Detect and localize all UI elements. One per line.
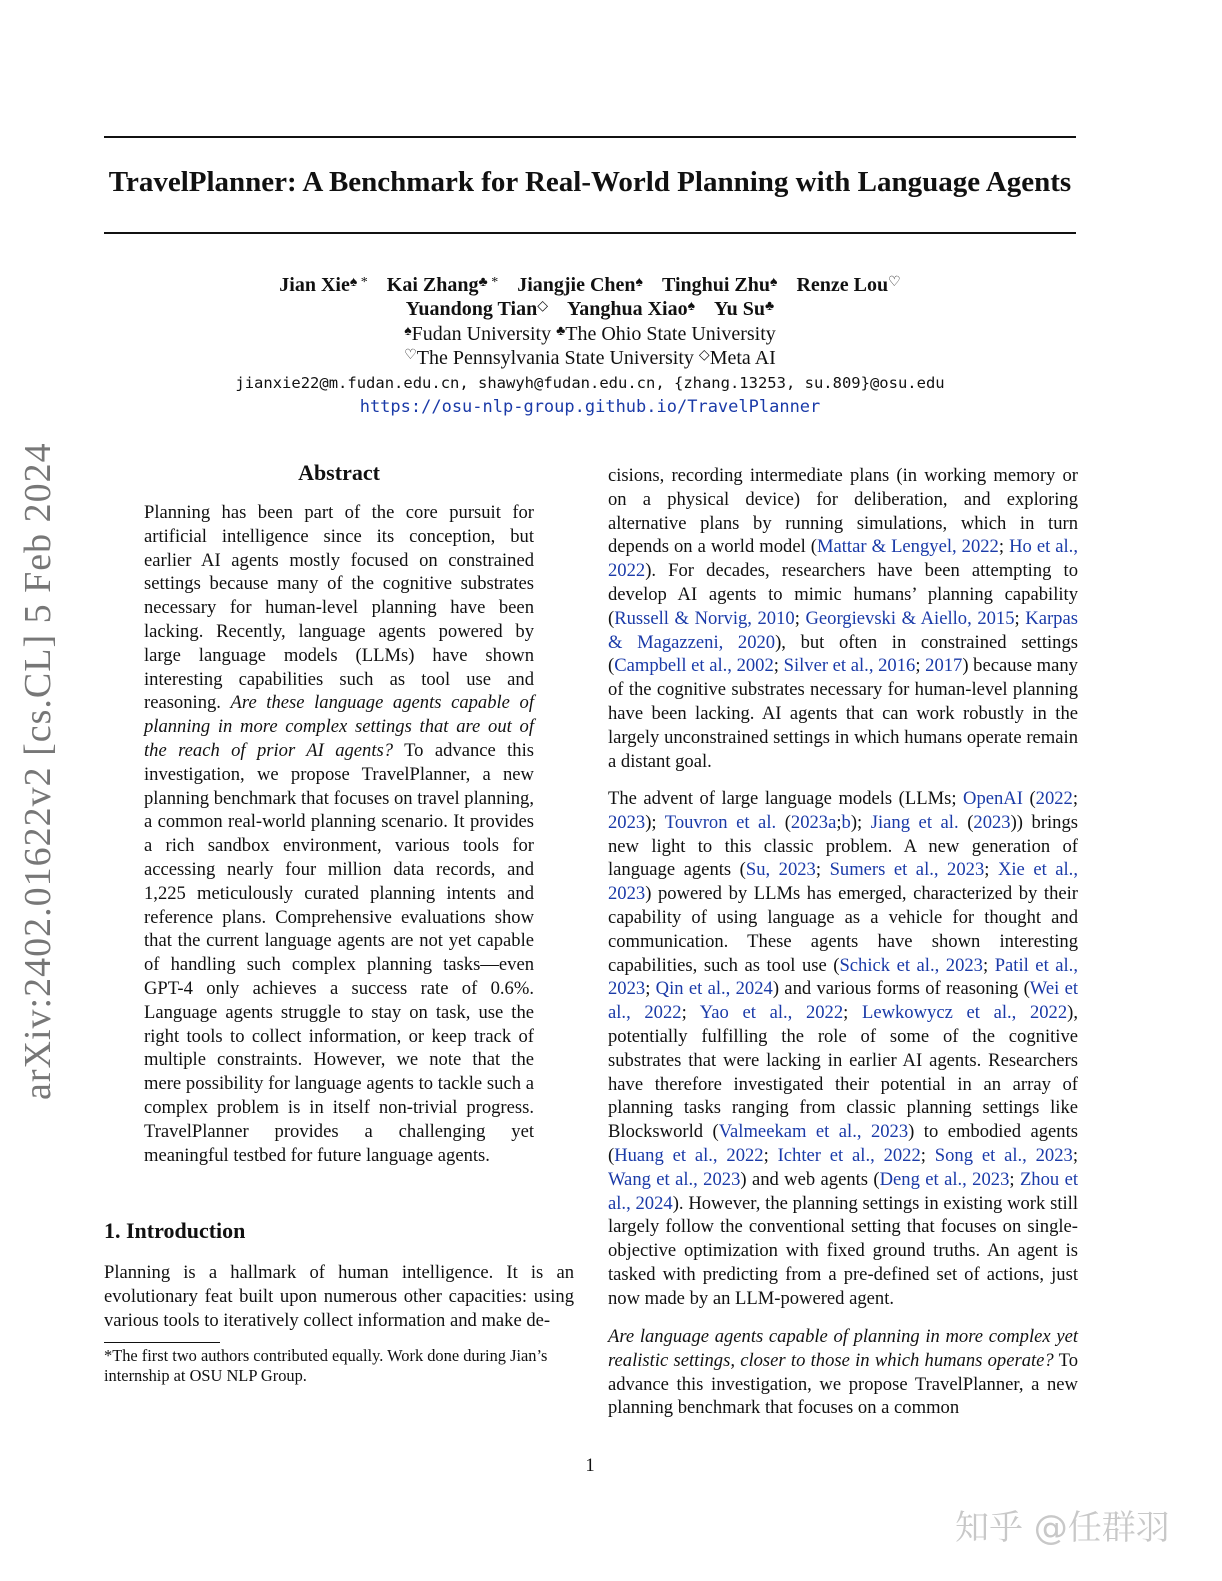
paragraph-text: ; [815, 859, 830, 881]
paragraph-text: ; [763, 1144, 778, 1166]
project-url-link[interactable]: https://osu-nlp-group.github.io/TravelPlanner [359, 397, 821, 417]
title-rule-top [104, 136, 1076, 138]
citation-link[interactable]: 2022 [1035, 788, 1073, 809]
citation-link[interactable]: Huang et al., 2022 [614, 1144, 764, 1166]
author-line-2 [100, 298, 1080, 321]
paragraph-text: )) brings new light to this classic problem. A new generation of language agents ( [608, 811, 1079, 881]
citation-link[interactable]: Sumers et al., 2023 [829, 859, 985, 881]
author-name: Tinghui Zhu♠ [661, 274, 778, 296]
paragraph-text: ); [850, 811, 871, 833]
paragraph-text: ), potentially fulfilling the role of some of the cognitive substrates that were lacking in earlier AI agents. Researchers have therefore investigated their potential in an array of planning tasks ranging from classic planning settings like Blocksworld ( [608, 1002, 1078, 1143]
paragraph-text: ; [915, 655, 926, 677]
author-name: Jiangjie Chen♠ [517, 274, 643, 296]
paragraph-text: ; [773, 655, 784, 677]
paragraph-text: The advent of large language models (LLMs; [608, 788, 964, 809]
citation-link[interactable]: Campbell et al., 2002 [614, 655, 774, 677]
citation-link[interactable]: Touvron et al. [664, 811, 777, 833]
citation-link[interactable]: Karpas & Magazzeni, 2020 [608, 607, 1078, 653]
paragraph-text: ) and web agents ( [740, 1168, 880, 1190]
citation-link[interactable]: Qin et al., 2024 [655, 978, 773, 1000]
author-name: Yanghua Xiao♠ [566, 298, 696, 320]
citation-link[interactable]: Zhou et al., 2024 [608, 1168, 1078, 1214]
paragraph-text: ) powered by LLMs has emerged, characterized by their capability of using language as a vehicle for thought and communication. These agents have shown interesting capabilities, such as tool use ( [608, 883, 1078, 976]
citation-link[interactable]: 2023 [608, 811, 646, 833]
citation-link[interactable]: Lewkowycz et al., 2022 [861, 1002, 1068, 1024]
paragraph-text: ; [982, 954, 995, 976]
author-emails: jianxie22@m.fudan.edu.cn, shawyh@fudan.edu.cn, {zhang.13253, su.809}@osu.edu [235, 374, 945, 392]
paragraph-text: ( [1022, 788, 1036, 809]
paragraph-text: ; [984, 859, 998, 881]
paragraph-text: ), but often in constrained settings ( [608, 631, 1079, 677]
paragraph-text: ; [645, 978, 656, 1000]
citation-link[interactable]: Wang et al., 2023 [608, 1168, 741, 1190]
paragraph-text: ). For decades, researchers have been attempting to develop AI agents to mimic humans’ planning capability ( [608, 560, 1078, 629]
citation-link[interactable]: Russell & Norvig, 2010 [614, 607, 795, 629]
paragraph-text: ; [1072, 788, 1078, 809]
paragraph-text: ; [998, 536, 1010, 558]
citation-link[interactable]: Song et al., 2023 [934, 1144, 1073, 1166]
paragraph-text: ; [1009, 1168, 1020, 1190]
citation-link[interactable]: 2023a [790, 811, 837, 833]
author-name: Yuandong Tian◇ [405, 298, 548, 320]
paragraph-text: ; [836, 811, 842, 833]
paragraph-text: ; [794, 607, 806, 629]
citation-link[interactable]: Yao et al., 2022 [699, 1002, 844, 1024]
affiliation-line-1: ♠Fudan University ♣The Ohio State University [404, 323, 776, 345]
author-name: Jian Xie♠ * [279, 274, 368, 296]
paragraph-text: cisions, recording intermediate plans (in working memory or on a physical device) for deliberation, and exploring alternative plans by running simulations, which in turn depends on a world model ( [608, 465, 1078, 558]
author-name: Renze Lou♡ [796, 274, 901, 296]
paragraph-text: ) and various forms of reasoning ( [772, 978, 1030, 1000]
footnote-rule [104, 1342, 220, 1343]
abstract-body: Planning has been part of the core pursuit for artificial intelligence since its conception, but earlier AI agents mostly focused on constrained settings because many of the cognitive substrates necessary for human-level planning have been lacking. Recently, language agents powered by large language models (LLMs) have shown interesting capabilities such as tool use and reasoning. Are these language agents capable of planning in more complex settings that are out of the reach of prior AI agents? To advance this investigation, we propose TravelPlanner, a new planning benchmark that focuses on travel planning, a common real-world planning scenario. It provides a rich sandbox environment, various tools for accessing nearly four million data records, and 1,225 meticulously curated planning intents and reference plans. Comprehensive evaluations show that the current language agents are not yet capable of handling such complex planning tasks—even GPT-4 only achieves a success rate of 0.6%. Language agents struggle to stay on task, use the right tools to collect information, or keep track of multiple constraints. However, we note that the mere possibility for language agents to tackle such a complex problem is in itself non-trivial progress. TravelPlanner provides a challenging yet meaningful testbed for future language agents. [144, 502, 535, 1166]
paragraph-text: ) because many of the cognitive substrates necessary for human-level planning have been lacking. AI agents that can work robustly in the largely unconstrained settings in which humans operate remain a distant goal. [608, 655, 1078, 772]
right-column-paragraph-3: Are language agents capable of planning in more complex yet realistic settings, closer to those in which humans operate? To advance this investigation, we propose TravelPlanner, a new planning benchmark that focuses on a common [608, 1326, 1079, 1419]
affiliation-line-2: ♡The Pennsylvania State University ◇Meta AI [404, 347, 776, 369]
citation-link[interactable]: Valmeekam et al., 2023 [718, 1121, 909, 1143]
paragraph-text: ( [776, 811, 791, 833]
right-column-paragraph-1 [608, 464, 1078, 773]
citation-link[interactable]: Wei et al., 2022 [608, 978, 1078, 1024]
citation-link[interactable]: OpenAI [963, 788, 1023, 809]
paragraph-text: ( [958, 811, 974, 833]
citation-link[interactable]: b [841, 811, 851, 833]
citation-link[interactable]: Georgievski & Aiello, 2015 [805, 607, 1015, 629]
paragraph-text: ; [681, 1002, 700, 1024]
paragraph-text: ). However, the planning settings in existing work still largely follow the conventional setting that focuses on single-objective optimization with fixed ground truths. An agent is tasked with predicting from a pre-defined set of actions, just now made by an LLM-powered agent. [608, 1192, 1078, 1309]
citation-link[interactable]: Ichter et al., 2022 [777, 1144, 921, 1166]
page-number: 1 [585, 1455, 595, 1476]
watermark: 知乎 @任群羽 [955, 1508, 1170, 1548]
paragraph-text: ); [645, 811, 665, 833]
citation-link[interactable]: Xie et al., 2023 [608, 859, 1078, 905]
citation-link[interactable]: Deng et al., 2023 [879, 1168, 1010, 1190]
citation-link[interactable]: Patil et al., 2023 [608, 954, 1078, 1000]
citation-link[interactable]: 2017 [925, 655, 963, 677]
arxiv-identifier: arXiv:2402.01622v2 [cs.CL] 5 Feb 2024 [17, 442, 59, 1100]
paragraph-text: ; [1014, 607, 1026, 629]
section-heading-introduction: 1. Introduction [104, 1218, 246, 1243]
paragraph-text: ) to embodied agents ( [608, 1121, 1078, 1166]
paragraph-text: ; [1072, 1144, 1078, 1166]
title-rule-bottom [104, 232, 1076, 234]
right-column-paragraph-2 [608, 787, 1078, 1311]
paragraph-text: ; [843, 1002, 862, 1024]
paragraph-text: ; [920, 1144, 935, 1166]
paper-title: TravelPlanner: A Benchmark for Real-World Planning with Language Agents [108, 166, 1072, 198]
citation-link[interactable]: Schick et al., 2023 [839, 954, 983, 976]
abstract-heading: Abstract [298, 460, 380, 485]
author-name: Kai Zhang♣ * [386, 274, 499, 296]
citation-link[interactable]: Jiang et al. [870, 811, 959, 833]
citation-link[interactable]: 2023 [973, 811, 1011, 833]
citation-link[interactable]: Silver et al., 2016 [783, 655, 916, 677]
citation-link[interactable]: Mattar & Lengyel, 2022 [816, 536, 999, 558]
citation-link[interactable]: Su, 2023 [745, 859, 816, 881]
intro-paragraph: Planning is a hallmark of human intelligence. It is an evolutionary feat built upon numerous other capacities: using various tools to iteratively collect information and make de- [104, 1262, 574, 1331]
author-line-1 [100, 274, 1080, 297]
author-name: Yu Su♣ [714, 298, 775, 320]
citation-link[interactable]: Ho et al., 2022 [608, 536, 1078, 582]
footnote: *The first two authors contributed equally. Work done during Jian’s internship at OSU NLP Group. [104, 1346, 548, 1385]
